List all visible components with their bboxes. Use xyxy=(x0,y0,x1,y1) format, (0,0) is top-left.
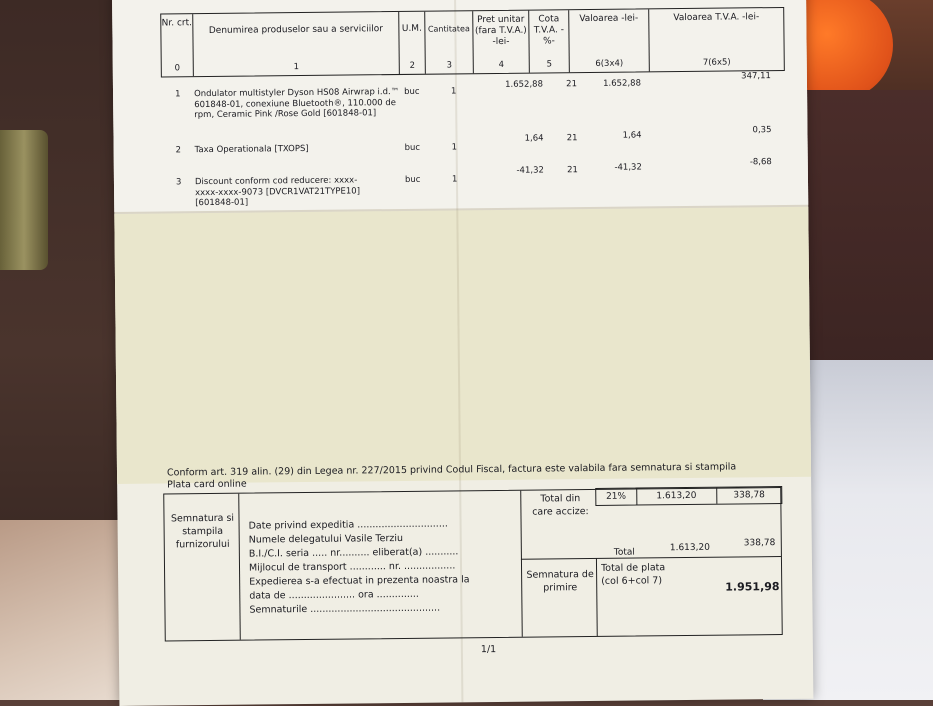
total-excise-label: Total din care accize: xyxy=(532,493,589,518)
table-row: 3 Discount conform cod reducere: xxxx-xxxx-xxxx-9073 [DVCR1VAT21TYPE10] [601848-01] buc 1 -41,32 21 -41,32 -8,68 xyxy=(175,157,772,209)
header-name: Denumirea produselor sau a serviciilor 1 xyxy=(193,12,400,76)
header-vat-value: Valoarea T.V.A. -lei- 7(6x5) xyxy=(673,12,760,68)
supplier-signature-label: Semnatura si stampila furnizorului xyxy=(170,512,235,551)
total-payable-value: 1.951,98 xyxy=(725,580,780,594)
header-price: Pret unitar (fara T.V.A.) -lei- 4 xyxy=(473,11,530,74)
header-value: Valoarea -lei- 6(3x4) xyxy=(569,9,650,72)
header-um: U.M. 2 xyxy=(399,12,426,74)
receipt-signature-label: Semnatura de primire xyxy=(526,568,594,594)
invoice-page xyxy=(112,0,813,706)
header-vat-rate: Cota T.V.A. -%- 5 xyxy=(529,10,570,72)
legal-notice: Conform art. 319 alin. (29) din Legea nr. 227/2015 privind Codul Fiscal, factura este valabila fara semnatura si stampila xyxy=(166,461,737,479)
items-table-header xyxy=(160,7,785,78)
vat-summary: 21% 1.613,20 338,78 xyxy=(595,486,782,506)
total-row: Total 1.613,20 338,78 xyxy=(613,538,776,558)
payment-method: Plata card online xyxy=(167,478,247,491)
expedition-details: Date privind expeditia .............................. Numele delegatului Vasile Terziu B.I./C.I. seria ..... nr.......... eliberat(a) ........... Mijlocul de transport ............ nr. ................. Expedierea s-a efectuat in prezenta noastra la data de ...................... ora .............. Semnaturile ........................................... xyxy=(248,518,470,616)
table-row: 1 Ondulator multistyler Dyson HS08 Airwrap i.d.™ 601848-01, conexiune Bluetooth®, 110.000 de rpm, Ceramic Pink /Rose Gold [601848-01] buc 1 1.652,88 21 1.652,88 347,11 xyxy=(175,71,771,121)
total-payable-label: Total de plata (col 6+col 7) xyxy=(600,562,666,587)
header-nr: Nr. crt. 0 xyxy=(161,14,194,76)
bottle-object xyxy=(0,130,48,270)
table-row: 2 Taxa Operationala [TXOPS] buc 1 1,64 21 1,64 0,35 xyxy=(175,125,772,156)
page-number: 1/1 xyxy=(480,644,497,656)
invoice-footer xyxy=(163,487,783,641)
header-qty: Cantitatea 3 xyxy=(425,11,474,73)
